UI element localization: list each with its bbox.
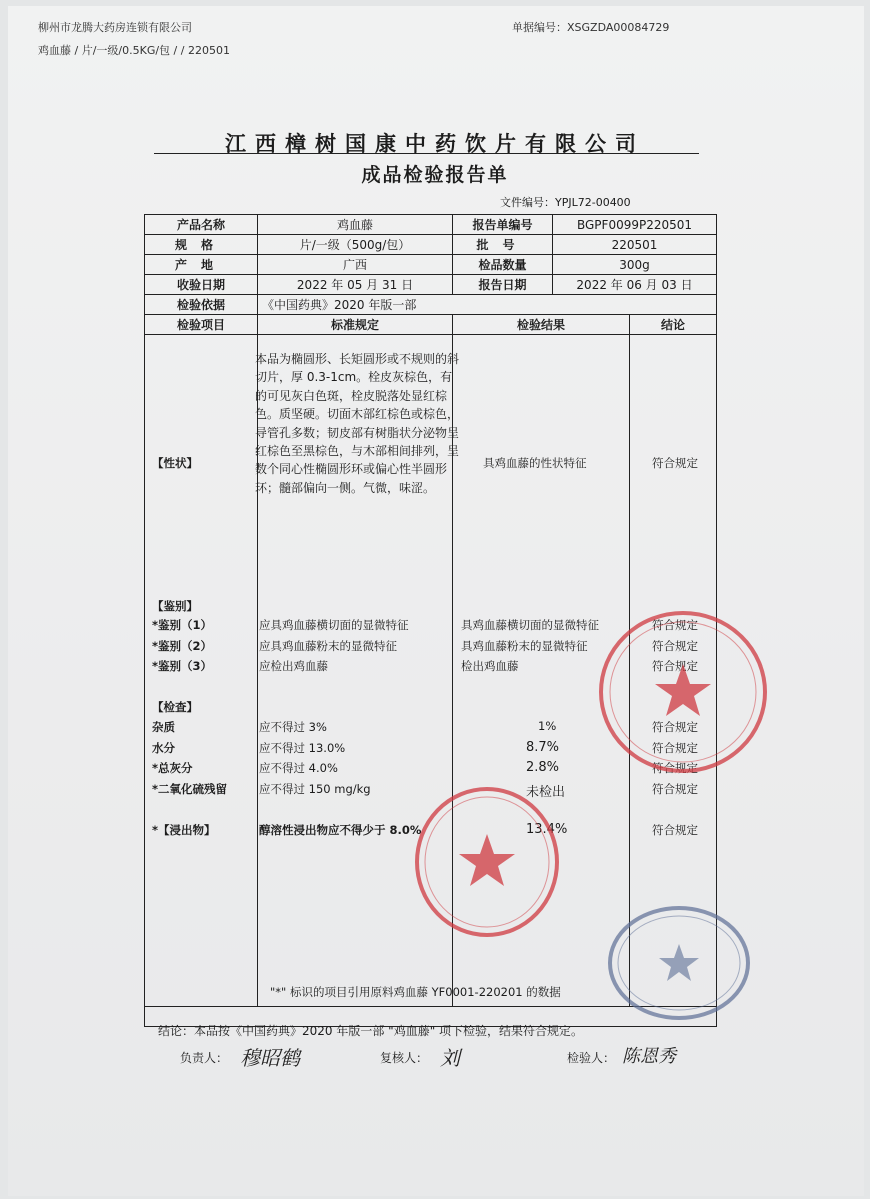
moisture-conclusion: 符合规定 <box>652 741 698 755</box>
column-conclusion: 结论 <box>630 315 717 335</box>
title-underline <box>154 153 699 154</box>
spec-label: 规格 <box>145 235 258 255</box>
character-standard: 本品为椭圆形、长矩圆形或不规则的斜切片，厚 0.3-1cm。栓皮灰棕色，有的可见灰白色斑，栓皮脱落处显红棕色。质坚硬。切面木部红棕色或棕色，导管孔多数；韧皮部有树脂状分泌物呈红棕色至黑棕色，与木部相间排列，呈数个同心性椭圆形环或偏心性半圆形环；髓部偏向一侧。气微，味涩。 <box>255 352 460 495</box>
impurity-label: 杂质 <box>152 720 175 734</box>
extract-conclusion: 符合规定 <box>652 823 698 837</box>
reviewer-label: 复核人： <box>380 1051 429 1065</box>
blue-inspection-seal <box>606 904 752 1022</box>
spec-value: 片/一级（500g/包） <box>258 235 453 255</box>
conclusion-text: 结论：本品按《中国药典》2020 年版一部 "鸡血藤" 项下检验，结果符合规定。 <box>158 1024 584 1038</box>
file-number: 文件编号：YPJL72-00400 <box>500 196 631 209</box>
ident-3-result: 检出鸡血藤 <box>461 659 519 673</box>
ident-3-standard: 应检出鸡血藤 <box>259 659 328 673</box>
responsible-signature: 穆昭鹤 <box>240 1046 300 1070</box>
column-standard: 标准规定 <box>258 315 453 335</box>
red-pharmacy-seal <box>596 608 771 776</box>
basis-label: 检验依据 <box>145 295 258 315</box>
extract-result: 13.4% <box>526 822 568 837</box>
ident-1-label: *鉴别（1） <box>152 618 213 632</box>
product-label: 产品名称 <box>145 215 258 235</box>
so2-label: *二氧化硫残留 <box>152 782 228 796</box>
total-ash-result: 2.8% <box>526 760 560 775</box>
character-conclusion: 符合规定 <box>652 456 698 470</box>
so2-standard: 应不得过 150 mg/kg <box>259 782 371 796</box>
impurity-standard: 应不得过 3% <box>259 720 327 734</box>
ident-2-conclusion: 符合规定 <box>652 639 698 653</box>
so2-result: 未检出 <box>526 785 566 800</box>
pharmacy-name: 柳州市龙腾大药房连锁有限公司 <box>38 21 192 34</box>
ident-1-result: 具鸡血藤横切面的显微特征 <box>461 618 599 632</box>
inspection-header: 【检查】 <box>152 700 198 714</box>
identification-header: 【鉴别】 <box>152 599 198 613</box>
company-title: 江西樟树国康中药饮片有限公司 <box>225 132 645 156</box>
ident-1-conclusion: 符合规定 <box>652 618 698 632</box>
data-source-note: "*" 标识的项目引用原料鸡血藤 YF0001-220201 的数据 <box>270 985 561 999</box>
report-no-label: 报告单编号 <box>453 215 553 235</box>
reviewer-signature: 刘 <box>440 1046 460 1070</box>
character-result: 具鸡血藤的性状特征 <box>483 456 587 470</box>
ident-1-standard: 应具鸡血藤横切面的显微特征 <box>259 618 409 632</box>
inspector-signature: 陈恩秀 <box>622 1046 676 1067</box>
batch-label: 批号 <box>453 235 553 255</box>
receive-date-value: 2022 年 05 月 31 日 <box>258 275 453 295</box>
ident-3-label: *鉴别（3） <box>152 659 213 673</box>
report-no-value: BGPF0099P220501 <box>553 215 717 235</box>
origin-label: 产地 <box>145 255 258 275</box>
report-date-value: 2022 年 06 月 03 日 <box>553 275 717 295</box>
column-result: 检验结果 <box>453 315 630 335</box>
receive-date-label: 收验日期 <box>145 275 258 295</box>
basis-value: 《中国药典》2020 年版一部 <box>258 295 717 315</box>
impurity-result: 1% <box>538 719 557 733</box>
ident-2-result: 具鸡血藤粉末的显微特征 <box>461 639 588 653</box>
so2-conclusion: 符合规定 <box>652 782 698 796</box>
moisture-standard: 应不得过 13.0% <box>259 741 346 755</box>
extract-standard: 醇溶性浸出物应不得少于 8.0% <box>259 823 422 837</box>
report-title: 成品检验报告单 <box>361 164 509 186</box>
total-ash-conclusion: 符合规定 <box>652 761 698 775</box>
ident-2-standard: 应具鸡血藤粉末的显微特征 <box>259 639 397 653</box>
product-value: 鸡血藤 <box>258 215 453 235</box>
moisture-result: 8.7% <box>526 740 560 755</box>
impurity-conclusion: 符合规定 <box>652 720 698 734</box>
character-label: 【性状】 <box>152 456 198 470</box>
quantity-label: 检品数量 <box>453 255 553 275</box>
document-number: 单据编号：XSGZDA00084729 <box>512 21 670 34</box>
responsible-label: 负责人： <box>180 1051 229 1065</box>
batch-value: 220501 <box>553 235 717 255</box>
moisture-label: 水分 <box>152 741 175 755</box>
red-company-seal <box>412 782 562 942</box>
total-ash-standard: 应不得过 4.0% <box>259 761 338 775</box>
total-ash-label: *总灰分 <box>152 761 193 775</box>
column-item: 检验项目 <box>145 315 258 335</box>
report-date-label: 报告日期 <box>453 275 553 295</box>
origin-value: 广西 <box>258 255 453 275</box>
quantity-value: 300g <box>553 255 717 275</box>
ident-2-label: *鉴别（2） <box>152 639 213 653</box>
inspector-label: 检验人： <box>567 1051 616 1065</box>
product-line: 鸡血藤 / 片/一级/0.5KG/包 / / 220501 <box>38 44 230 57</box>
ident-3-conclusion: 符合规定 <box>652 659 698 673</box>
extract-label: *【浸出物】 <box>152 823 216 837</box>
